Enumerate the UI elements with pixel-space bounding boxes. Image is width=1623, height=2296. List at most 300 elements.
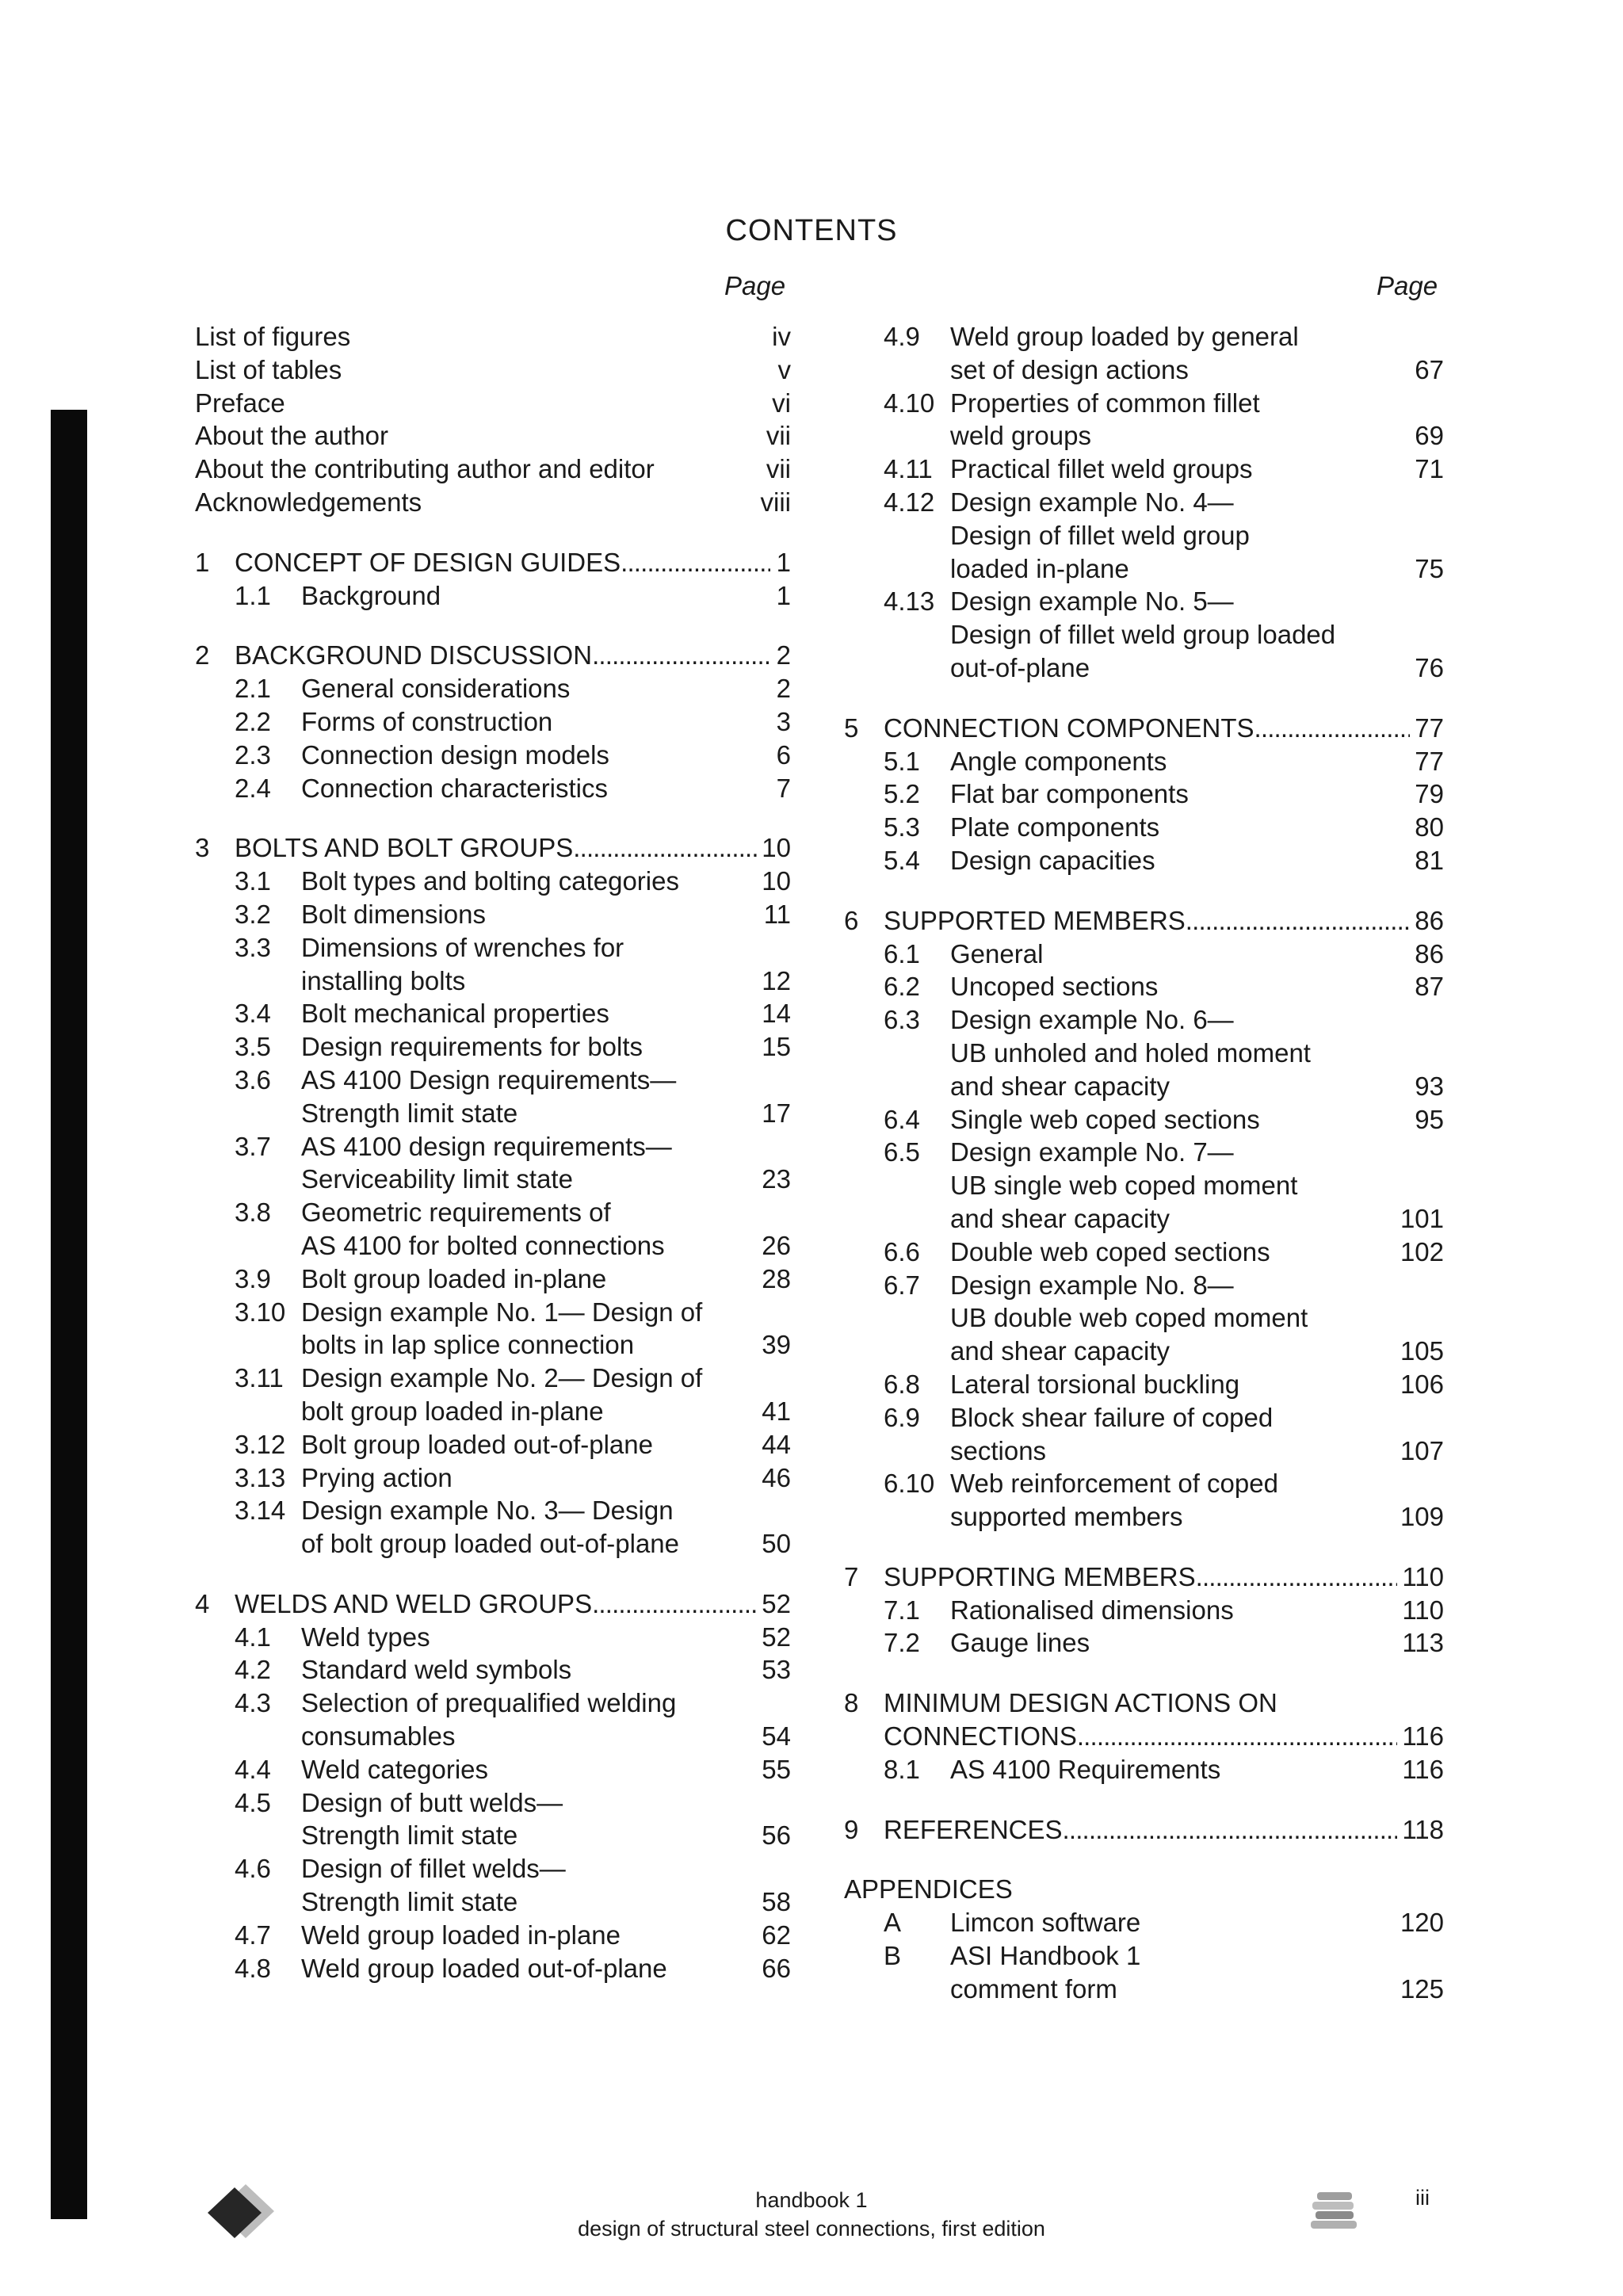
toc-subsection-title: Design example No. 7— [950,1137,1234,1167]
toc-section-title: SUPPORTING MEMBERS [884,1561,1196,1591]
toc-subsection-title: Geometric requirements of [301,1198,611,1228]
toc-subsection-title: Connection characteristics [301,773,609,803]
toc-entry [195,772,791,805]
toc-entry [195,672,791,705]
toc-page-number: 110 [1402,1561,1444,1591]
toc-subsection-number: 3.4 [235,999,271,1029]
toc-subsection-title-continued: consumables [301,1721,456,1752]
toc-subsection-number: 4.7 [235,1920,271,1950]
toc-subsection-title-continued: bolts in lap splice connection [301,1330,635,1360]
toc-subsection-title-continued: UB unholed and holed moment [950,1037,1311,1068]
toc-page-number [1428,1401,1444,1435]
toc-page-number [775,1494,791,1527]
toc-subsection-title: Design of butt welds— [301,1787,563,1817]
toc-subsection-title: Connection design models [301,739,609,770]
toc-entry [195,997,791,1030]
toc-page-number [775,1196,791,1229]
toc-entry [195,1494,791,1527]
toc-subsection-title: AS 4100 Design requirements— [301,1064,677,1095]
toc-subsection-number: 6.2 [884,972,920,1002]
toc-page-number [775,1786,791,1820]
toc-subsection-title: Forms of construction [301,706,553,736]
toc-entry [195,1229,791,1263]
toc-entry [195,419,791,453]
toc-page-number: 1 [776,580,791,610]
toc-page-number: 14 [762,999,791,1029]
toc-page-number: 107 [1400,1435,1444,1465]
toc-entry [844,486,1444,519]
toc-page-number: 56 [762,1820,791,1851]
toc-page-number: 67 [1415,354,1444,384]
toc-page-number: 1 [776,547,791,577]
toc-entry [844,1939,1444,1973]
toc-entry [844,1906,1444,1939]
toc-subsection-number: 4.9 [884,322,920,351]
toc-page-number [1428,618,1444,651]
toc-subsection-title-continued: and shear capacity [950,1336,1170,1366]
toc-subsection-number: 3.13 [235,1462,286,1492]
toc-subsection-number: 3.8 [235,1198,271,1228]
toc-subsection-title: Weld group loaded by general [950,322,1299,351]
toc-subsection-number: 3.9 [235,1263,271,1293]
toc-entry [195,865,791,898]
toc-entry [844,320,1444,353]
toc-entry [844,353,1444,387]
toc-entry [195,1687,791,1720]
toc-subsection-number: 6.1 [884,938,920,968]
toc-entry [195,898,791,931]
toc-entry [195,1621,791,1654]
toc-subsection-title: Weld types [301,1622,430,1652]
toc-page-number: 23 [762,1164,791,1194]
toc-subsection-title-continued: Design of fillet weld group [950,520,1250,550]
toc-entry-title: APPENDICES [844,1874,1013,1904]
toc-subsection-title-continued: AS 4100 for bolted connections [301,1230,665,1260]
toc-subsection-number: 6.10 [884,1469,935,1499]
toc-section-number: 5 [844,712,859,743]
toc-entry [844,1753,1444,1786]
toc-leader-dots [1186,904,1410,938]
toc-page-number: 55 [762,1754,791,1784]
toc-page-number: 118 [1402,1814,1444,1844]
toc-subsection-number: 6.4 [884,1104,920,1134]
toc-page-number: 58 [762,1887,791,1917]
toc-leader-dots [592,1587,757,1621]
toc-section-number: 4 [195,1588,210,1618]
toc-entry [195,486,791,519]
toc-entry [195,1720,791,1753]
toc-subsection-title: Design example No. 1— Design of [301,1297,703,1327]
toc-section-number: 1 [195,547,210,577]
toc-entry [195,579,791,613]
toc-subsection-number: 4.10 [884,388,935,418]
toc-entry [195,1428,791,1461]
toc-gap [195,612,791,639]
toc-page-number: 2 [776,674,791,704]
footer-page-number: iii [1415,2186,1430,2210]
toc-page-number: 17 [762,1098,791,1128]
toc-subsection-title-continued: sections [950,1435,1047,1465]
toc-subsection-title: Selection of prequalified welding [301,1688,677,1718]
toc-entry [195,1064,791,1097]
toc-subsection-title-continued: set of design actions [950,354,1189,384]
toc-subsection-title: Web reinforcement of coped [950,1469,1278,1499]
toc-section-title: BOLTS AND BOLT GROUPS [235,833,574,863]
toc-entry [844,1301,1444,1335]
toc-subsection-number: 7.2 [884,1628,920,1658]
toc-page-number [775,931,791,965]
toc-subsection-title: Single web coped sections [950,1104,1260,1134]
toc-subsection-title: Design capacities [950,845,1155,875]
toc-subsection-number: 3.10 [235,1297,286,1327]
toc-page-number: 10 [762,833,791,863]
toc-subsection-title-continued: weld groups [950,421,1091,451]
page-title: CONTENTS [725,214,898,247]
toc-page-number: 54 [762,1721,791,1752]
toc-entry [195,1328,791,1362]
toc-entry [195,1753,791,1786]
toc-page-number [775,1064,791,1097]
toc-page-number [1428,519,1444,552]
toc-subsection-title: Double web coped sections [950,1236,1270,1266]
toc-page-number: 116 [1402,1721,1444,1752]
toc-entry [844,1368,1444,1401]
toc-subsection-title-continued: Strength limit state [301,1098,518,1128]
sidebar-bar [51,410,87,2219]
toc-page-number: 71 [1415,454,1444,484]
toc-subsection-number: 4.1 [235,1622,271,1652]
toc-page-number: 106 [1400,1369,1444,1399]
toc-entry [844,519,1444,552]
toc-gap [844,685,1444,712]
toc-subsection-title-continued: Design of fillet weld group loaded [950,620,1336,650]
toc-section-title: SUPPORTED MEMBERS [884,905,1186,935]
toc-subsection-title-continued: UB single web coped moment [950,1171,1298,1201]
footer-line-2: design of structural steel connections, first edition [578,2217,1045,2241]
toc-page-number: 69 [1415,421,1444,451]
toc-entry [844,1973,1444,2006]
toc-page-number: 52 [762,1588,791,1618]
toc-subsection-number: 3.7 [235,1131,271,1161]
toc-entry [844,585,1444,618]
toc-subsection-number: 3.14 [235,1496,286,1526]
toc-page-number [1428,1467,1444,1500]
toc-page-number: 3 [776,706,791,736]
toc-gap [844,1846,1444,1873]
toc-section-title: CONNECTION COMPONENTS [884,712,1254,743]
toc-entry [844,1687,1444,1720]
toc-page-number: 41 [762,1396,791,1426]
toc-page-number: 116 [1402,1754,1444,1784]
toc-leader-dots [592,639,770,672]
toc-subsection-number: 4.8 [235,1953,271,1983]
toc-subsection-title: Bolt dimensions [301,899,486,929]
toc-subsection-title-continued: and shear capacity [950,1203,1170,1233]
toc-subsection-number: 4.13 [884,586,935,617]
toc-entry [844,453,1444,486]
toc-entry [844,1401,1444,1435]
toc-subsection-title: Design example No. 5— [950,586,1234,617]
toc-page-number: 77 [1415,712,1444,743]
toc-page-number: 101 [1400,1203,1444,1233]
toc-subsection-title-continued: installing bolts [301,965,466,995]
toc-page-number: 120 [1400,1908,1444,1938]
toc-entry [195,1097,791,1130]
toc-entry [195,1852,791,1885]
toc-entry [195,1653,791,1687]
toc-page-number [775,1130,791,1163]
toc-page-number: 75 [1415,553,1444,583]
toc-subsection-title: Weld group loaded in-plane [301,1920,621,1950]
toc-leader-dots [1063,1813,1398,1847]
toc-subsection-number: 5.2 [884,779,920,809]
toc-entry [195,387,791,420]
toc-page-number: 80 [1415,812,1444,842]
toc-page-number: 12 [762,965,791,995]
toc-page-number: 79 [1415,779,1444,809]
toc-entry [844,970,1444,1003]
toc-page-number: vii [766,421,791,451]
toc-entry [844,1070,1444,1103]
toc-subsection-number: 3.11 [235,1363,284,1393]
toc-subsection-title: Dimensions of wrenches for [301,932,624,962]
toc-subsection-number: 6.9 [884,1402,920,1432]
toc-subsection-title-continued: of bolt group loaded out-of-plane [301,1529,680,1559]
toc-page-number [1428,1687,1444,1720]
toc-subsection-title: Design example No. 8— [950,1270,1234,1300]
toc-entry [195,831,791,865]
toc-subsection-number: 2.1 [235,674,271,704]
toc-subsection-number: 3.2 [235,899,271,929]
toc-subsection-title: Properties of common fillet [950,388,1260,418]
toc-subsection-number: 6.5 [884,1137,920,1167]
toc-page-number: vi [772,388,791,418]
toc-page-number: 7 [776,773,791,803]
toc-subsection-title-continued: Serviceability limit state [301,1164,573,1194]
toc-subsection-number: 8.1 [884,1754,920,1784]
toc-page-number [1428,320,1444,353]
toc-subsection-number: 4.11 [884,454,933,484]
toc-entry [195,1130,791,1163]
toc-page-number: 39 [762,1330,791,1360]
toc-subsection-title: Bolt mechanical properties [301,999,609,1029]
toc-subsection-title-continued: bolt group loaded in-plane [301,1396,604,1426]
toc-page-number [775,1362,791,1395]
toc-entry [844,811,1444,844]
toc-entry [195,1395,791,1428]
toc-page-number: 53 [762,1655,791,1685]
toc-subsection-title: AS 4100 design requirements— [301,1131,672,1161]
toc-section-number: 7 [844,1561,859,1591]
toc-subsection-number: 5.4 [884,845,920,875]
toc-entry [195,1527,791,1561]
toc-page-number [1428,585,1444,618]
toc-page-number: 15 [762,1032,791,1062]
toc-page-number: 81 [1415,845,1444,875]
toc-entry [844,1561,1444,1594]
toc-section-title: BACKGROUND DISCUSSION [235,640,593,670]
toc-entry [195,739,791,772]
toc-entry [844,1500,1444,1534]
toc-page-number [1428,1136,1444,1169]
toc-leader-dots [1254,712,1411,745]
toc-subsection-title: Bolt group loaded out-of-plane [301,1429,653,1459]
toc-page-number: v [777,354,791,384]
toc-subsection-title: AS 4100 Requirements [950,1754,1221,1784]
toc-page-number: 113 [1402,1628,1444,1658]
toc-subsection-number: 2.3 [235,739,271,770]
toc-leader-dots [621,546,770,579]
toc-entry [844,1136,1444,1169]
page-column-header-left: Page [724,271,786,300]
toc-entry [844,1269,1444,1302]
toc-entry [195,965,791,998]
toc-subsection-title: Prying action [301,1462,453,1492]
toc-subsection-number: 6.8 [884,1369,920,1399]
toc-gap [195,1561,791,1587]
toc-entry [844,1720,1444,1753]
page-column-header-right: Page [1377,271,1438,300]
toc-page-number: 87 [1415,972,1444,1002]
toc-page-number: 28 [762,1263,791,1293]
toc-page-number [775,1687,791,1720]
toc-subsection-number: A [884,1908,902,1938]
toc-subsection-number: 3.1 [235,866,271,896]
toc-entry [844,1003,1444,1037]
toc-entry [195,453,791,486]
toc-subsection-title: Bolt types and bolting categories [301,866,679,896]
toc-entry [844,938,1444,971]
toc-subsection-title: Background [301,580,441,610]
toc-subsection-number: 6.7 [884,1270,920,1300]
toc-page-number [1428,486,1444,519]
toc-section-title: REFERENCES [884,1814,1063,1844]
toc-page-number: 46 [762,1462,791,1492]
toc-page-number: 93 [1415,1071,1444,1101]
toc-section-number: 6 [844,905,859,935]
toc-left-column [195,320,791,1985]
toc-subsection-title: Rationalised dimensions [950,1595,1234,1625]
toc-page-number: 11 [763,899,791,929]
toc-section-number: 9 [844,1814,859,1844]
toc-subsection-title: Weld categories [301,1754,489,1784]
toc-entry [195,1263,791,1296]
toc-subsection-title: Design of fillet welds— [301,1854,566,1884]
toc-subsection-title: Uncoped sections [950,972,1159,1002]
toc-entry [844,712,1444,745]
toc-entry [844,1169,1444,1202]
toc-page-number: vii [766,454,791,484]
toc-entry [844,1813,1444,1847]
toc-page-number: viii [760,487,791,517]
toc-subsection-number: 4.6 [235,1854,271,1884]
steel-stack-logo-icon [1308,2187,1363,2235]
toc-entry [195,1296,791,1329]
toc-entry-title: About the author [195,421,389,451]
toc-entry [195,1362,791,1395]
toc-entry [195,320,791,353]
toc-entry-title: Acknowledgements [195,487,422,517]
toc-entry [844,1435,1444,1468]
toc-subsection-title: Design example No. 3— Design [301,1496,674,1526]
toc-entry [195,1885,791,1919]
toc-subsection-number: B [884,1941,902,1971]
toc-subsection-title-continued: Strength limit state [301,1820,518,1851]
toc-subsection-number: 4.5 [235,1787,271,1817]
toc-entry [195,1587,791,1621]
toc-section-title: CONCEPT OF DESIGN GUIDES [235,547,621,577]
toc-subsection-number: 3.5 [235,1032,271,1062]
toc-gap [844,1534,1444,1561]
toc-subsection-title-continued: comment form [950,1973,1117,2004]
toc-subsection-title: Flat bar components [950,779,1189,809]
toc-subsection-title: ASI Handbook 1 [950,1941,1141,1971]
toc-section-number [844,1720,884,1753]
toc-entry [195,1786,791,1820]
toc-gap [844,1660,1444,1687]
toc-subsection-title: Design requirements for bolts [301,1032,643,1062]
toc-gap [195,519,791,546]
toc-page-number: 50 [762,1529,791,1559]
toc-subsection-number: 4.12 [884,487,935,517]
toc-spacer [1277,1687,1423,1720]
toc-subsection-number: 3.12 [235,1429,286,1459]
toc-entry [844,651,1444,685]
toc-entry [195,1461,791,1495]
toc-entry [844,419,1444,453]
toc-entry [195,639,791,672]
toc-leader-dots [1077,1720,1398,1753]
toc-entry [195,1919,791,1952]
toc-section-title: CONNECTIONS [884,1721,1077,1752]
toc-page-number: 95 [1415,1104,1444,1134]
toc-subsection-number: 2.2 [235,706,271,736]
toc-subsection-title: Angle components [950,746,1167,776]
toc-page-number: 6 [776,739,791,770]
toc-subsection-title-continued: UB double web coped moment [950,1303,1308,1333]
toc-section-number: 3 [195,833,210,863]
toc-entry [844,844,1444,877]
toc-entry [844,904,1444,938]
toc-subsection-number: 5.3 [884,812,920,842]
toc-page-number [1428,1269,1444,1302]
toc-subsection-title-continued: out-of-plane [950,652,1090,682]
toc-page-number: 10 [762,866,791,896]
toc-page-number: iv [772,322,791,351]
toc-entry [195,1163,791,1196]
footer-line-1: handbook 1 [755,2188,868,2212]
toc-entry [844,387,1444,420]
toc-section-number: 2 [195,640,210,670]
toc-entry [195,1196,791,1229]
toc-subsection-number: 4.4 [235,1754,271,1784]
toc-page-number: 44 [762,1429,791,1459]
toc-gap [195,804,791,831]
toc-page-number: 66 [762,1953,791,1983]
toc-page-number: 109 [1400,1502,1444,1532]
toc-page-number [1428,387,1444,420]
toc-subsection-title: Bolt group loaded in-plane [301,1263,607,1293]
toc-entry-title: About the contributing author and editor [195,454,655,484]
toc-page-number [775,1296,791,1329]
toc-entry [844,1467,1444,1500]
toc-page-number: 62 [762,1920,791,1950]
toc-entry [195,705,791,739]
toc-section-title: WELDS AND WELD GROUPS [235,1588,593,1618]
toc-page-number: 26 [762,1230,791,1260]
toc-leader-dots [1196,1561,1398,1594]
toc-subsection-title: Block shear failure of coped [950,1402,1274,1432]
